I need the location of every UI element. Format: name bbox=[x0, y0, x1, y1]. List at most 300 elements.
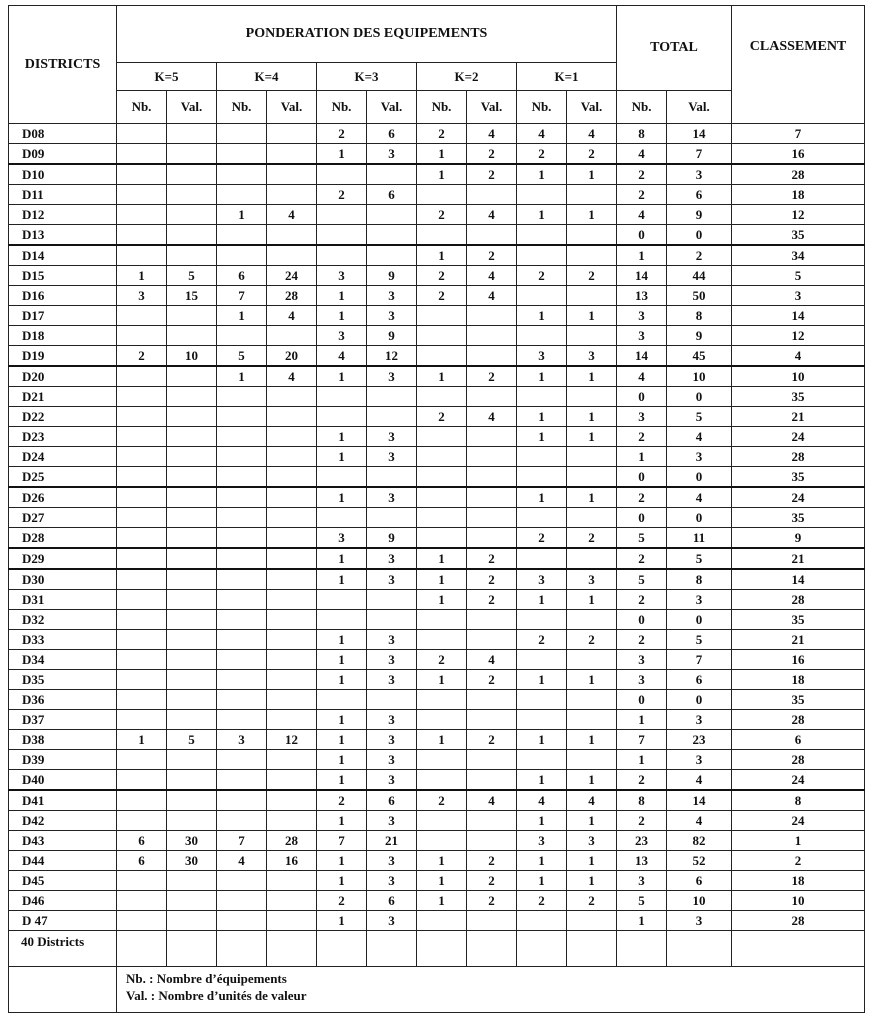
k5-nb-cell bbox=[117, 690, 167, 710]
table-row bbox=[9, 225, 865, 246]
k4-nb-cell bbox=[217, 911, 267, 931]
k2-nb-cell bbox=[417, 710, 467, 730]
k4-nb-cell bbox=[217, 387, 267, 407]
k4-val-cell bbox=[267, 225, 317, 246]
k5-val-cell bbox=[167, 670, 217, 690]
k1-val-cell bbox=[567, 185, 617, 205]
k1-val-cell: 1 bbox=[567, 871, 617, 891]
k3-val-cell bbox=[367, 407, 417, 427]
district-cell: D27 bbox=[9, 508, 117, 528]
document-page bbox=[8, 5, 865, 1013]
classement-cell: 24 bbox=[732, 487, 865, 508]
k1-nb-cell: 1 bbox=[517, 851, 567, 871]
k2-val-cell bbox=[467, 427, 517, 447]
district-cell: D36 bbox=[9, 690, 117, 710]
district-cell: D13 bbox=[9, 225, 117, 246]
k4-val-cell bbox=[267, 407, 317, 427]
total-nb-cell: 3 bbox=[617, 670, 667, 690]
k5-val-cell bbox=[167, 225, 217, 246]
k2-nb-cell: 1 bbox=[417, 548, 467, 569]
k4-nb-cell bbox=[217, 590, 267, 610]
classement-cell: 35 bbox=[732, 225, 865, 246]
k5-nb-cell bbox=[117, 407, 167, 427]
k5-val-cell bbox=[167, 811, 217, 831]
classement-cell: 28 bbox=[732, 710, 865, 730]
k5-val-cell bbox=[167, 790, 217, 811]
legend-val: Val. : Nombre d’unités de valeur bbox=[126, 988, 307, 1003]
k3-val-cell: 3 bbox=[367, 447, 417, 467]
k1-val-cell: 1 bbox=[567, 590, 617, 610]
k4-nb-cell bbox=[217, 407, 267, 427]
k1-nb-cell: 2 bbox=[517, 891, 567, 911]
total-header: TOTAL bbox=[617, 6, 732, 91]
k3-nb-cell bbox=[317, 690, 367, 710]
k1-nb-cell bbox=[517, 610, 567, 630]
k5-val-cell bbox=[167, 770, 217, 791]
k1-nb-cell: 1 bbox=[517, 427, 567, 447]
total-val-cell: 5 bbox=[667, 630, 732, 650]
k3-nb-cell: 2 bbox=[317, 124, 367, 144]
k1-nb-cell: 1 bbox=[517, 407, 567, 427]
k2-nb-cell bbox=[417, 447, 467, 467]
total-val-cell: 8 bbox=[667, 306, 732, 326]
k2-nb-cell: 2 bbox=[417, 407, 467, 427]
k5-nb-cell bbox=[117, 710, 167, 730]
district-cell: D22 bbox=[9, 407, 117, 427]
k5-nb-cell: 2 bbox=[117, 346, 167, 367]
table-footer bbox=[9, 931, 865, 1013]
classement-cell: 24 bbox=[732, 770, 865, 791]
k4-val-cell: 4 bbox=[267, 306, 317, 326]
k4-nb-cell bbox=[217, 185, 267, 205]
k3-nb-cell: 1 bbox=[317, 144, 367, 165]
table-row bbox=[9, 911, 865, 931]
table-row bbox=[9, 630, 865, 650]
table-row bbox=[9, 770, 865, 791]
classement-cell: 10 bbox=[732, 891, 865, 911]
k2-val-cell bbox=[467, 508, 517, 528]
table-row bbox=[9, 590, 865, 610]
k2-val-cell bbox=[467, 346, 517, 367]
total-nb-cell: 2 bbox=[617, 811, 667, 831]
k5-val-cell: 30 bbox=[167, 851, 217, 871]
total-nb-cell: 3 bbox=[617, 306, 667, 326]
k4-nb-cell bbox=[217, 790, 267, 811]
classement-cell: 16 bbox=[732, 650, 865, 670]
k3-nb-cell: 1 bbox=[317, 710, 367, 730]
k2-val-cell: 2 bbox=[467, 851, 517, 871]
k3-val-cell: 3 bbox=[367, 871, 417, 891]
total-nb-cell: 5 bbox=[617, 528, 667, 549]
k5-nb-cell bbox=[117, 164, 167, 185]
table-row bbox=[9, 730, 865, 750]
district-cell: D24 bbox=[9, 447, 117, 467]
k2-nb-cell: 1 bbox=[417, 144, 467, 165]
k1-nb-cell: 1 bbox=[517, 730, 567, 750]
classement-cell: 28 bbox=[732, 164, 865, 185]
k5-nb-cell bbox=[117, 447, 167, 467]
k4-nb-cell: 1 bbox=[217, 306, 267, 326]
k2-val-cell bbox=[467, 447, 517, 467]
district-cell: D19 bbox=[9, 346, 117, 367]
k3-nb-cell bbox=[317, 387, 367, 407]
classement-cell: 28 bbox=[732, 447, 865, 467]
k1-val-cell bbox=[567, 225, 617, 246]
k3-val-cell: 6 bbox=[367, 891, 417, 911]
k4-nb-cell bbox=[217, 710, 267, 730]
k1-nb-cell: 2 bbox=[517, 144, 567, 165]
total-val-cell: 3 bbox=[667, 164, 732, 185]
k4-nb-cell: 4 bbox=[217, 851, 267, 871]
k1-nb-cell bbox=[517, 387, 567, 407]
k2-val-cell bbox=[467, 487, 517, 508]
empty-cell bbox=[467, 931, 517, 967]
k1-nb-cell: 3 bbox=[517, 569, 567, 590]
table-row bbox=[9, 690, 865, 710]
k1-val-cell: 1 bbox=[567, 730, 617, 750]
total-nb-cell: 2 bbox=[617, 164, 667, 185]
district-cell: D40 bbox=[9, 770, 117, 791]
k3-val-cell: 6 bbox=[367, 124, 417, 144]
classement-cell: 1 bbox=[732, 831, 865, 851]
legend-nb: Nb. : Nombre d’équipements bbox=[126, 971, 287, 986]
total-nb-cell: 1 bbox=[617, 750, 667, 770]
table-row bbox=[9, 346, 865, 367]
k3-nb-cell bbox=[317, 508, 367, 528]
k1-nb-cell: 3 bbox=[517, 346, 567, 367]
k4-val-cell bbox=[267, 185, 317, 205]
k3-val-cell bbox=[367, 690, 417, 710]
k5-nb-cell bbox=[117, 569, 167, 590]
total-val-cell: 3 bbox=[667, 750, 732, 770]
k1-nb-cell: 2 bbox=[517, 528, 567, 549]
k4-nb-cell: 6 bbox=[217, 266, 267, 286]
k2-nb-cell: 2 bbox=[417, 286, 467, 306]
total-val-cell: 4 bbox=[667, 487, 732, 508]
k4-nb-cell bbox=[217, 690, 267, 710]
k5-header: K=5 bbox=[117, 63, 217, 91]
k1-nb-cell: 4 bbox=[517, 124, 567, 144]
k2-val-cell bbox=[467, 630, 517, 650]
k4-nb-cell bbox=[217, 427, 267, 447]
table-row bbox=[9, 286, 865, 306]
nb-header: Nb. bbox=[417, 91, 467, 124]
total-nb-cell: 7 bbox=[617, 730, 667, 750]
district-cell: D23 bbox=[9, 427, 117, 447]
table-row bbox=[9, 871, 865, 891]
empty-cell bbox=[9, 967, 117, 1013]
val-header: Val. bbox=[167, 91, 217, 124]
k3-val-cell bbox=[367, 590, 417, 610]
k3-val-cell: 3 bbox=[367, 548, 417, 569]
val-header: Val. bbox=[267, 91, 317, 124]
total-val-cell: 9 bbox=[667, 326, 732, 346]
k5-nb-cell: 6 bbox=[117, 831, 167, 851]
k1-val-cell: 1 bbox=[567, 306, 617, 326]
k3-val-cell: 3 bbox=[367, 286, 417, 306]
k3-nb-cell: 1 bbox=[317, 750, 367, 770]
district-cell: D38 bbox=[9, 730, 117, 750]
k5-nb-cell bbox=[117, 326, 167, 346]
table-row bbox=[9, 569, 865, 590]
k3-nb-cell: 3 bbox=[317, 528, 367, 549]
classement-cell: 35 bbox=[732, 508, 865, 528]
district-cell: D30 bbox=[9, 569, 117, 590]
k3-nb-cell bbox=[317, 164, 367, 185]
nb-header: Nb. bbox=[517, 91, 567, 124]
k5-nb-cell bbox=[117, 508, 167, 528]
k5-val-cell bbox=[167, 911, 217, 931]
table-body bbox=[9, 124, 865, 931]
legend bbox=[117, 967, 865, 1013]
k4-val-cell: 28 bbox=[267, 286, 317, 306]
total-val-cell: 3 bbox=[667, 911, 732, 931]
table-row bbox=[9, 650, 865, 670]
k1-nb-cell: 2 bbox=[517, 266, 567, 286]
k1-nb-cell: 3 bbox=[517, 831, 567, 851]
table-row bbox=[9, 407, 865, 427]
district-cell: D31 bbox=[9, 590, 117, 610]
total-nb-cell: 2 bbox=[617, 427, 667, 447]
total-nb-cell: 0 bbox=[617, 225, 667, 246]
total-nb-header: Nb. bbox=[617, 91, 667, 124]
total-val-cell: 0 bbox=[667, 225, 732, 246]
k3-val-cell: 3 bbox=[367, 366, 417, 387]
classement-cell: 35 bbox=[732, 610, 865, 630]
k2-nb-cell bbox=[417, 911, 467, 931]
k5-val-cell bbox=[167, 124, 217, 144]
k2-nb-cell bbox=[417, 346, 467, 367]
k1-nb-cell: 1 bbox=[517, 487, 567, 508]
district-cell: D42 bbox=[9, 811, 117, 831]
classement-cell: 21 bbox=[732, 548, 865, 569]
k3-val-cell: 6 bbox=[367, 185, 417, 205]
total-nb-cell: 2 bbox=[617, 770, 667, 791]
table-row bbox=[9, 366, 865, 387]
table-row bbox=[9, 447, 865, 467]
total-val-cell: 14 bbox=[667, 790, 732, 811]
table-row bbox=[9, 831, 865, 851]
table-row bbox=[9, 185, 865, 205]
k5-nb-cell bbox=[117, 670, 167, 690]
k3-val-cell bbox=[367, 164, 417, 185]
total-nb-cell: 2 bbox=[617, 630, 667, 650]
k2-val-cell: 2 bbox=[467, 164, 517, 185]
k1-val-cell: 2 bbox=[567, 266, 617, 286]
classement-cell: 14 bbox=[732, 306, 865, 326]
k4-nb-cell bbox=[217, 487, 267, 508]
nb-header: Nb. bbox=[317, 91, 367, 124]
k5-val-cell bbox=[167, 650, 217, 670]
k4-nb-cell bbox=[217, 144, 267, 165]
k2-nb-cell: 1 bbox=[417, 730, 467, 750]
k2-val-cell bbox=[467, 387, 517, 407]
k2-val-cell: 2 bbox=[467, 670, 517, 690]
k2-nb-cell: 1 bbox=[417, 670, 467, 690]
districts-header: DISTRICTS bbox=[9, 6, 117, 124]
k2-val-cell bbox=[467, 225, 517, 246]
k3-nb-cell: 1 bbox=[317, 730, 367, 750]
k1-nb-cell bbox=[517, 286, 567, 306]
district-cell: D10 bbox=[9, 164, 117, 185]
total-nb-cell: 2 bbox=[617, 590, 667, 610]
k4-val-cell bbox=[267, 770, 317, 791]
k2-nb-cell: 2 bbox=[417, 205, 467, 225]
k2-nb-cell: 1 bbox=[417, 891, 467, 911]
k3-val-cell: 9 bbox=[367, 326, 417, 346]
k1-nb-cell: 1 bbox=[517, 590, 567, 610]
k1-val-cell: 3 bbox=[567, 831, 617, 851]
k3-nb-cell: 4 bbox=[317, 346, 367, 367]
k1-val-cell bbox=[567, 387, 617, 407]
k3-val-cell: 3 bbox=[367, 750, 417, 770]
k5-nb-cell bbox=[117, 427, 167, 447]
k2-val-cell: 2 bbox=[467, 245, 517, 266]
k4-val-cell bbox=[267, 124, 317, 144]
table-row bbox=[9, 427, 865, 447]
k1-val-cell: 3 bbox=[567, 346, 617, 367]
district-cell: D34 bbox=[9, 650, 117, 670]
k4-val-cell: 20 bbox=[267, 346, 317, 367]
total-nb-cell: 1 bbox=[617, 245, 667, 266]
classement-cell: 35 bbox=[732, 690, 865, 710]
total-nb-cell: 3 bbox=[617, 871, 667, 891]
district-cell: D33 bbox=[9, 630, 117, 650]
k1-val-cell: 1 bbox=[567, 427, 617, 447]
total-nb-cell: 23 bbox=[617, 831, 667, 851]
k4-val-cell bbox=[267, 144, 317, 165]
k3-val-cell: 3 bbox=[367, 670, 417, 690]
k5-nb-cell bbox=[117, 185, 167, 205]
total-val-cell: 0 bbox=[667, 387, 732, 407]
k4-val-cell bbox=[267, 487, 317, 508]
total-val-cell: 3 bbox=[667, 710, 732, 730]
k5-nb-cell bbox=[117, 750, 167, 770]
k5-nb-cell bbox=[117, 891, 167, 911]
classement-header: CLASSEMENT bbox=[732, 6, 865, 124]
k5-nb-cell: 6 bbox=[117, 851, 167, 871]
total-val-cell: 8 bbox=[667, 569, 732, 590]
k4-val-cell bbox=[267, 891, 317, 911]
k1-val-cell: 1 bbox=[567, 205, 617, 225]
k2-nb-cell: 2 bbox=[417, 124, 467, 144]
k2-val-cell: 4 bbox=[467, 286, 517, 306]
k4-val-cell bbox=[267, 427, 317, 447]
k5-val-cell bbox=[167, 569, 217, 590]
total-val-cell: 14 bbox=[667, 124, 732, 144]
k1-val-cell: 2 bbox=[567, 630, 617, 650]
k1-nb-cell bbox=[517, 690, 567, 710]
k3-val-cell: 3 bbox=[367, 144, 417, 165]
k4-nb-cell bbox=[217, 650, 267, 670]
k3-nb-cell bbox=[317, 225, 367, 246]
k1-nb-cell bbox=[517, 650, 567, 670]
k3-nb-cell bbox=[317, 407, 367, 427]
k5-val-cell bbox=[167, 447, 217, 467]
k2-nb-cell bbox=[417, 467, 467, 488]
total-val-cell: 7 bbox=[667, 650, 732, 670]
k1-val-cell: 2 bbox=[567, 144, 617, 165]
table-row bbox=[9, 508, 865, 528]
classement-cell: 2 bbox=[732, 851, 865, 871]
total-nb-cell: 3 bbox=[617, 326, 667, 346]
district-cell: D29 bbox=[9, 548, 117, 569]
k3-val-cell: 3 bbox=[367, 427, 417, 447]
total-nb-cell: 3 bbox=[617, 650, 667, 670]
k3-nb-cell: 1 bbox=[317, 427, 367, 447]
k5-nb-cell bbox=[117, 770, 167, 791]
k5-val-cell bbox=[167, 750, 217, 770]
k1-val-cell: 2 bbox=[567, 891, 617, 911]
k3-nb-cell bbox=[317, 245, 367, 266]
district-cell: D09 bbox=[9, 144, 117, 165]
classement-cell: 21 bbox=[732, 630, 865, 650]
empty-cell bbox=[667, 931, 732, 967]
k4-nb-cell bbox=[217, 447, 267, 467]
k3-nb-cell: 3 bbox=[317, 326, 367, 346]
k2-nb-cell bbox=[417, 750, 467, 770]
classement-cell: 28 bbox=[732, 750, 865, 770]
k5-nb-cell bbox=[117, 144, 167, 165]
k2-nb-cell bbox=[417, 630, 467, 650]
k4-nb-cell bbox=[217, 467, 267, 488]
k4-val-cell bbox=[267, 690, 317, 710]
empty-cell bbox=[567, 931, 617, 967]
k3-val-cell: 3 bbox=[367, 306, 417, 326]
k2-nb-cell bbox=[417, 326, 467, 346]
total-nb-cell: 5 bbox=[617, 569, 667, 590]
empty-cell bbox=[367, 931, 417, 967]
k1-val-cell bbox=[567, 548, 617, 569]
k5-nb-cell bbox=[117, 467, 167, 488]
total-nb-cell: 3 bbox=[617, 407, 667, 427]
k4-val-cell bbox=[267, 508, 317, 528]
table-row bbox=[9, 670, 865, 690]
district-cell: D25 bbox=[9, 467, 117, 488]
k3-val-cell bbox=[367, 387, 417, 407]
district-cell: D15 bbox=[9, 266, 117, 286]
k3-nb-cell: 1 bbox=[317, 851, 367, 871]
k4-val-cell bbox=[267, 569, 317, 590]
total-val-cell: 6 bbox=[667, 871, 732, 891]
classement-cell: 6 bbox=[732, 730, 865, 750]
table-row bbox=[9, 467, 865, 488]
k5-val-cell bbox=[167, 590, 217, 610]
table-row bbox=[9, 245, 865, 266]
total-val-cell: 10 bbox=[667, 366, 732, 387]
district-cell: D28 bbox=[9, 528, 117, 549]
total-nb-cell: 4 bbox=[617, 144, 667, 165]
k4-nb-cell bbox=[217, 811, 267, 831]
k3-nb-cell: 3 bbox=[317, 266, 367, 286]
total-val-cell: 45 bbox=[667, 346, 732, 367]
total-val-cell: 2 bbox=[667, 245, 732, 266]
k5-nb-cell bbox=[117, 871, 167, 891]
k5-nb-cell bbox=[117, 610, 167, 630]
district-cell: D08 bbox=[9, 124, 117, 144]
table-row bbox=[9, 144, 865, 165]
k4-nb-cell bbox=[217, 610, 267, 630]
k1-nb-cell bbox=[517, 911, 567, 931]
k1-val-cell bbox=[567, 286, 617, 306]
k4-val-cell bbox=[267, 871, 317, 891]
k3-val-cell: 3 bbox=[367, 569, 417, 590]
k5-val-cell: 10 bbox=[167, 346, 217, 367]
k5-nb-cell bbox=[117, 487, 167, 508]
k3-nb-cell: 2 bbox=[317, 790, 367, 811]
table-row bbox=[9, 266, 865, 286]
k5-val-cell bbox=[167, 528, 217, 549]
